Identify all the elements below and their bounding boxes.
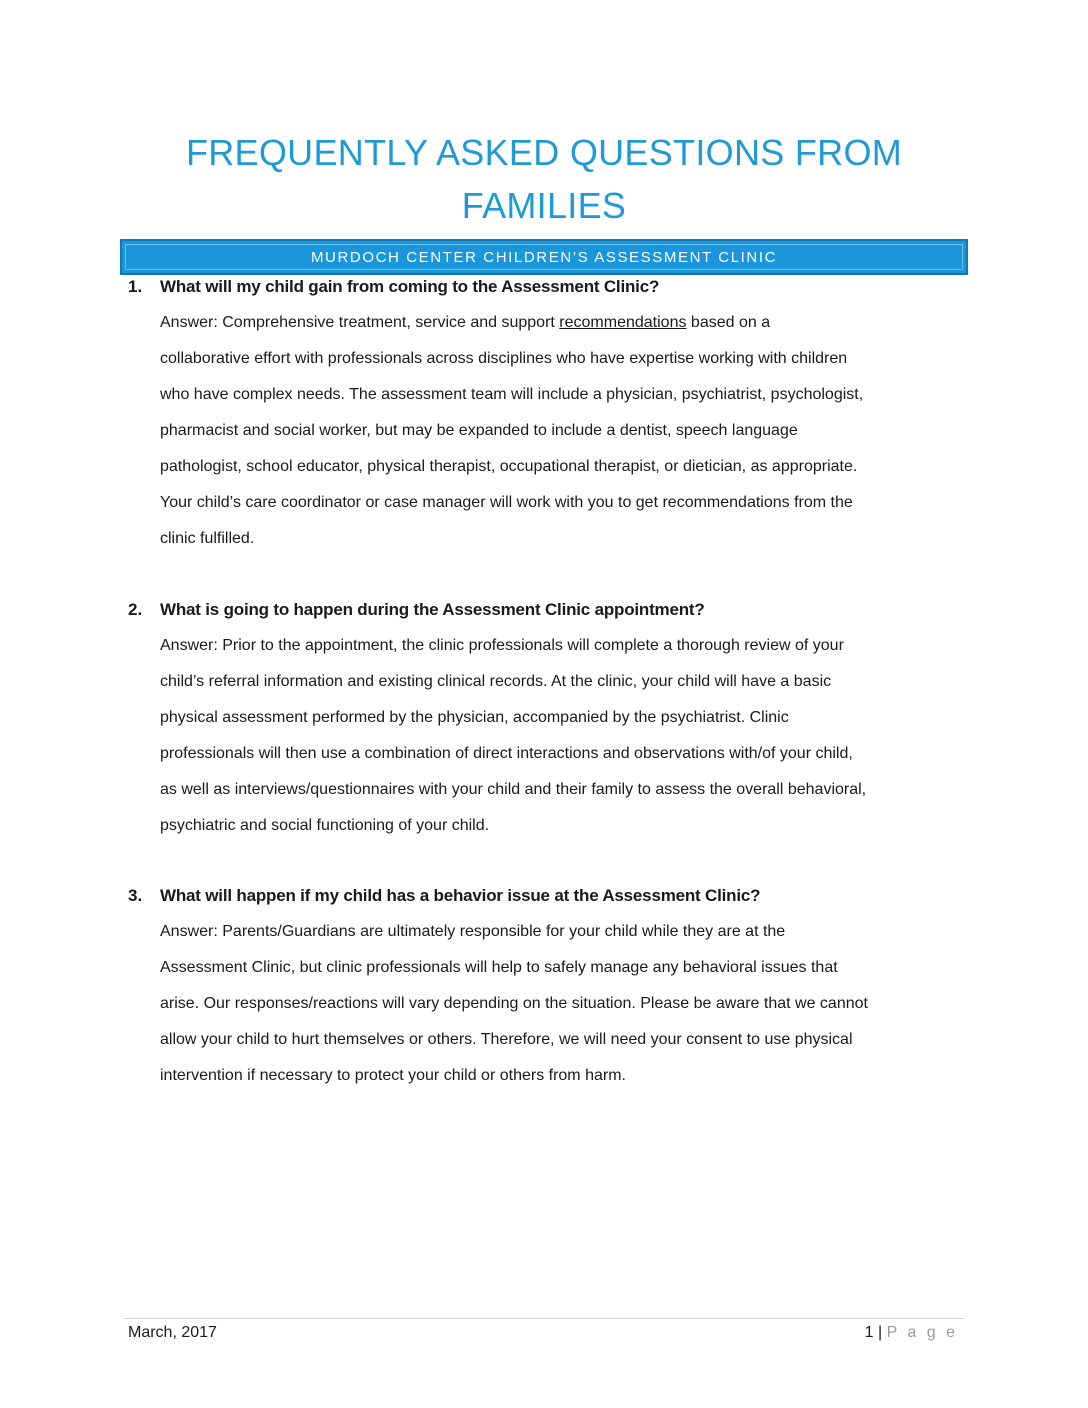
answer-line: Assessment Clinic, but clinic professionals will help to safely manage any behavioral issues that: [160, 959, 838, 976]
answer-line: intervention if necessary to protect your child or others from harm.: [160, 1067, 626, 1084]
answer-line: professionals will then use a combination of direct interactions and observations with/of your child,: [160, 745, 853, 762]
faq-item-2: [128, 597, 968, 844]
question-text: What is going to happen during the Assessment Clinic appointment?: [160, 600, 705, 619]
footer-date: March, 2017: [128, 1324, 217, 1341]
answer-line: pharmacist and social worker, but may be expanded to include a dentist, speech language: [160, 422, 798, 439]
faq-item-1: [128, 274, 968, 557]
question-row: [128, 883, 968, 909]
faq-item-3: [128, 883, 968, 1094]
title-line-2: FAMILIES: [461, 185, 627, 226]
answer: [160, 305, 968, 557]
answer-line: who have complex needs. The assessment team will include a physician, psychiatrist, psychologist,: [160, 386, 864, 403]
answer-text: Answer: Comprehensive treatment, service and support: [160, 314, 560, 331]
answer-text: based on a: [686, 314, 771, 331]
recommendations-link[interactable]: recommendations: [559, 314, 687, 331]
answer-line: pathologist, school educator, physical therapist, occupational therapist, or dietician, as appropriate.: [160, 458, 858, 475]
question-text: What will my child gain from coming to the Assessment Clinic?: [160, 277, 660, 296]
footer-divider: [124, 1318, 964, 1319]
banner-text: MURDOCH CENTER CHILDREN’S ASSESSMENT CLINIC: [310, 249, 778, 266]
answer-line: arise. Our responses/reactions will vary depending on the situation. Please be aware that we cannot: [160, 995, 868, 1012]
question-number: 2.: [128, 600, 143, 619]
answer-line: Answer: Parents/Guardians are ultimately responsible for your child while they are at the: [160, 923, 786, 940]
question-number: 3.: [128, 886, 143, 905]
title-line-1: FREQUENTLY ASKED QUESTIONS FROM: [185, 132, 903, 173]
answer-line: psychiatric and social functioning of your child.: [160, 817, 490, 834]
question-row: [128, 274, 968, 300]
footer-page-indicator: [865, 1322, 958, 1344]
answer-line: physical assessment performed by the physician, accompanied by the psychiatrist. Clinic: [160, 709, 789, 726]
page-separator: |: [877, 1324, 883, 1341]
question-number: 1.: [128, 277, 143, 296]
question-text: What will happen if my child has a behavior issue at the Assessment Clinic?: [160, 886, 761, 905]
answer-line: clinic fulfilled.: [160, 530, 255, 547]
answer-line: [160, 305, 968, 341]
answer-line: collaborative effort with professionals across disciplines who have expertise working with children: [160, 350, 848, 367]
answer-line: child’s referral information and existing clinical records. At the clinic, your child will have a basic: [160, 673, 832, 690]
clinic-banner: [120, 239, 968, 275]
page-word: P a g e: [886, 1324, 958, 1341]
answer-line: Answer: Prior to the appointment, the clinic professionals will complete a thorough review of your: [160, 637, 844, 654]
answer-line: as well as interviews/questionnaires with your child and their family to assess the overall behavioral,: [160, 781, 867, 798]
page-number: 1: [864, 1324, 874, 1341]
question-row: [128, 597, 968, 623]
document-title: [120, 126, 968, 232]
answer-line: Your child’s care coordinator or case manager will work with you to get recommendations from the: [160, 494, 853, 511]
answer: [160, 628, 968, 844]
answer: [160, 914, 968, 1094]
answer-line: allow your child to hurt themselves or others. Therefore, we will need your consent to use physical: [160, 1031, 853, 1048]
